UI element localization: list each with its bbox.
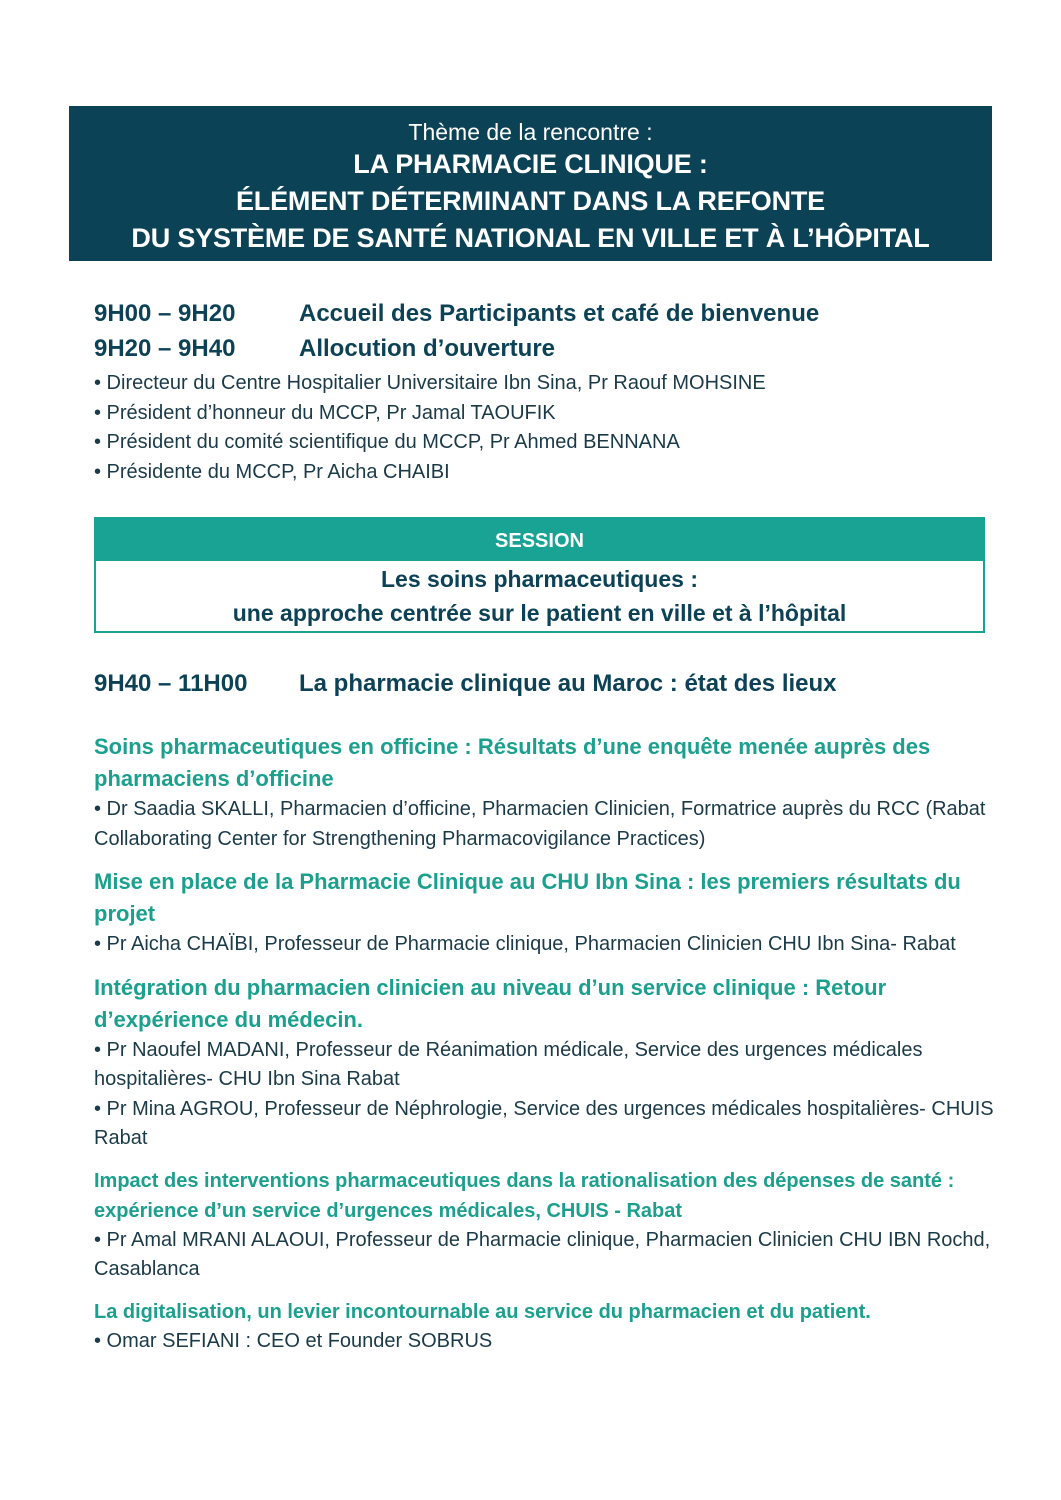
schedule-time: 9H40 – 11H00 (94, 670, 248, 697)
session-box (94, 517, 985, 633)
schedule-row (94, 331, 994, 366)
speaker-item: • Pr Mina AGROU, Professeur de Néphrologie, Service des urgences médicales hospitalières- CHUIS Rabat (94, 1097, 994, 1149)
theme-intro: Thème de la rencontre : (408, 119, 653, 145)
talk-title: Soins pharmaceutiques en officine : Résultats d’une enquête menée auprès des pharmaciens d’officine (94, 734, 931, 791)
speaker-item: • Présidente du MCCP, Pr Aicha CHAIBI (94, 460, 450, 483)
opening-schedule (94, 296, 994, 487)
speaker-item: • Pr Aicha CHAÏBI, Professeur de Pharmacie clinique, Pharmacien Clinicien CHU Ibn Sina- Rabat (94, 933, 956, 955)
talk-title: Intégration du pharmacien clinicien au niveau d’un service clinique : Retour d’expérience du médecin. (94, 974, 887, 1032)
speaker-item: • Président du comité scientifique du MCCP, Pr Ahmed BENNANA (94, 431, 680, 453)
speaker-item: • Directeur du Centre Hospitalier Universitaire Ibn Sina, Pr Raouf MOHSINE (94, 372, 766, 394)
schedule-row (94, 296, 994, 331)
speaker-item: • Pr Naoufel MADANI, Professeur de Réanimation médicale, Service des urgences médicales hospitalières- CHU Ibn Sina Rabat (94, 1038, 923, 1090)
talk-item (94, 731, 994, 854)
talk-item (94, 1297, 994, 1357)
theme-title-line-2: ÉLÉMENT DÉTERMINANT DANS LA REFONTE (236, 186, 825, 216)
talk-list (94, 731, 994, 1368)
schedule-title: La pharmacie clinique au Maroc : état des lieux (299, 670, 837, 697)
session-schedule (94, 666, 994, 701)
schedule-row (94, 666, 994, 701)
session-title-line-1: Les soins pharmaceutiques : (381, 566, 698, 592)
theme-title-line-3: DU SYSTÈME DE SANTÉ NATIONAL EN VILLE ET À L’HÔPITAL (131, 223, 930, 253)
schedule-time: 9H00 – 9H20 (94, 300, 236, 327)
session-label: SESSION (96, 519, 983, 561)
speaker-item: • Omar SEFIANI : CEO et Founder SOBRUS (94, 1329, 493, 1352)
speaker-item: • Président d’honneur du MCCP, Pr Jamal TAOUFIK (94, 401, 556, 424)
schedule-title: Allocution d’ouverture (299, 335, 556, 362)
schedule-time: 9H20 – 9H40 (94, 335, 236, 362)
speaker-item: • Pr Amal MRANI ALAOUI, Professeur de Pharmacie clinique, Pharmacien Clinicien CHU IBN Rochd, Casablanca (94, 1228, 991, 1280)
session-title-line-2: une approche centrée sur le patient en ville et à l’hôpital (232, 600, 847, 626)
schedule-title: Accueil des Participants et café de bienvenue (299, 300, 820, 327)
talk-title: Mise en place de la Pharmacie Clinique au CHU Ibn Sina : les premiers résultats du projet (94, 869, 961, 926)
talk-item (94, 1166, 994, 1285)
theme-title-line-1: LA PHARMACIE CLINIQUE : (353, 149, 708, 179)
talk-title: Impact des interventions pharmaceutiques dans la rationalisation des dépenses de santé : expérience d’un service d’urgences médicales, CHUIS - Rabat (94, 1169, 955, 1222)
opening-speaker-list (94, 369, 994, 487)
talk-item (94, 866, 994, 960)
talk-title: La digitalisation, un levier incontournable au service du pharmacien et du patient. (94, 1300, 871, 1323)
speaker-item: • Dr Saadia SKALLI, Pharmacien d’officine, Pharmacien Clinicien, Formatrice auprès du RCC (Rabat Collaborating Center for Strengthening Pharmacovigilance Practices) (94, 798, 986, 850)
theme-banner (69, 106, 992, 261)
talk-item (94, 972, 994, 1154)
